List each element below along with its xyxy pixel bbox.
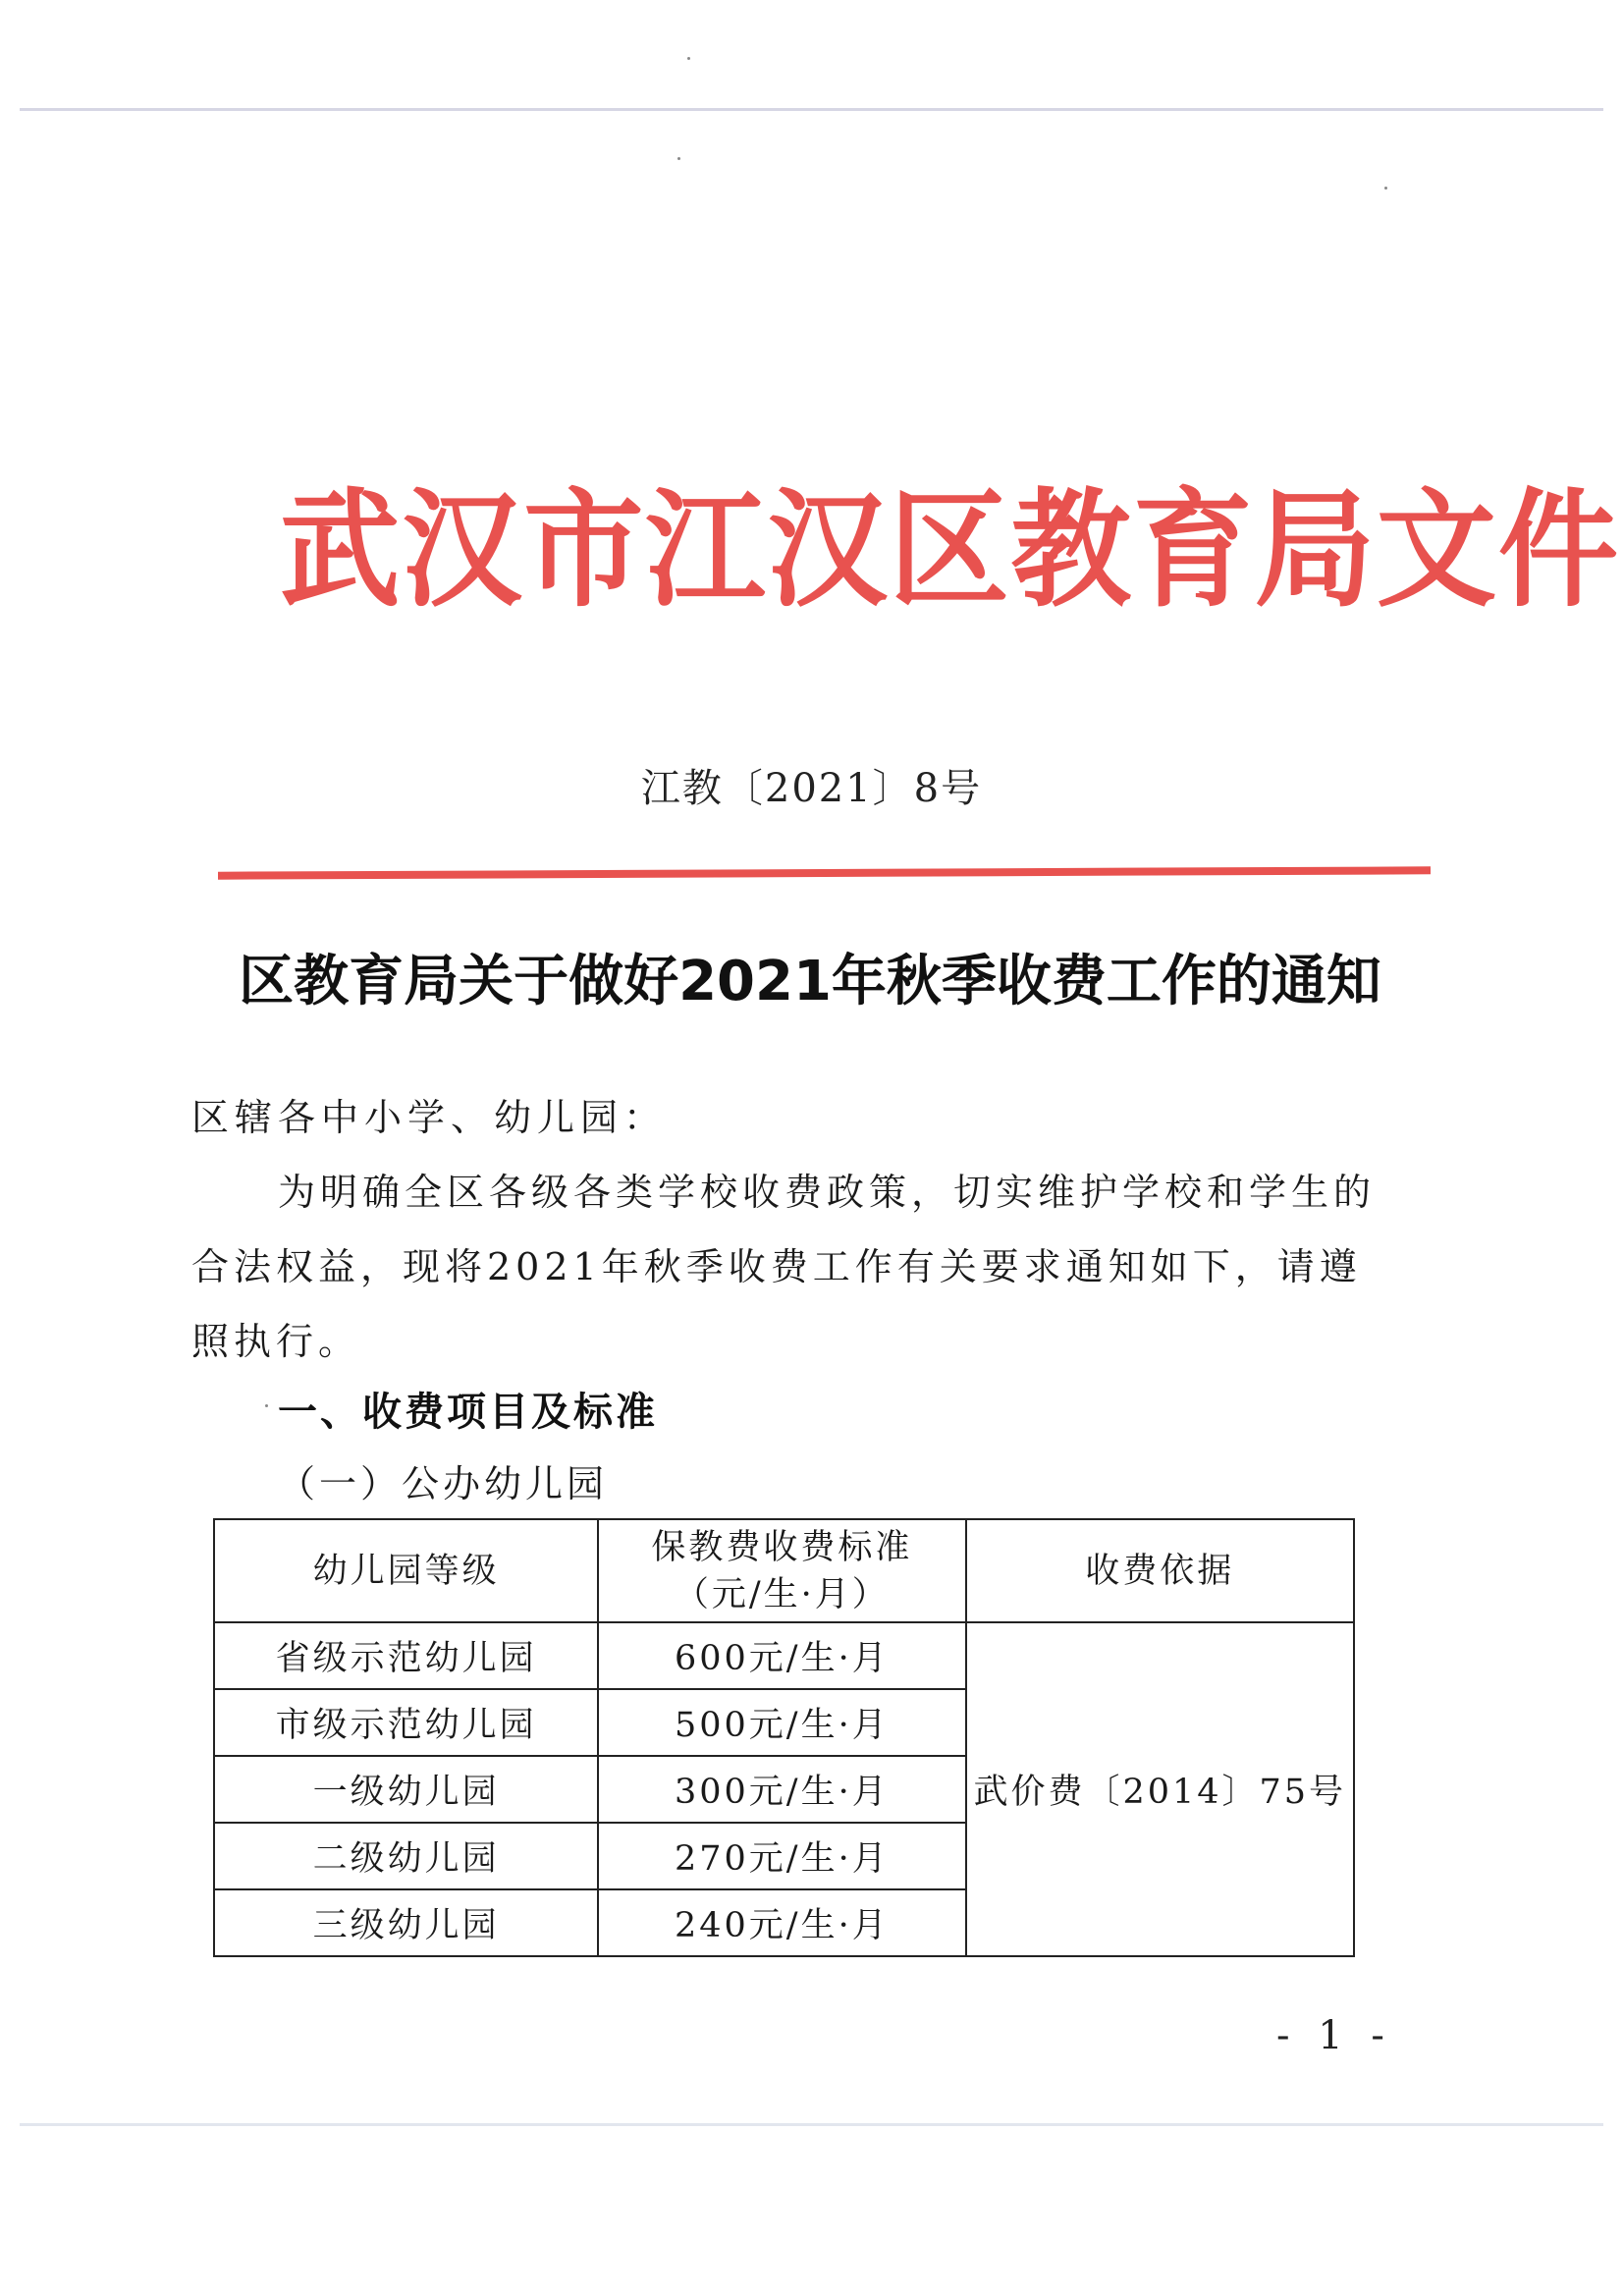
kindergarten-level-cell: 三级幼儿园 [214, 1889, 598, 1956]
table-header-row [214, 1519, 1354, 1622]
fee-cell: 300元/生·月 [598, 1756, 965, 1823]
kindergarten-fee-table [213, 1518, 1355, 1957]
scan-edge-top [20, 108, 1603, 111]
section-heading-fee-items: 一、收费项目及标准 [278, 1390, 658, 1435]
fee-cell: 270元/生·月 [598, 1823, 965, 1889]
body-paragraph: 为明确全区各级各类学校收费政策，切实维护学校和学生的合法权益，现将2021年秋季收费工作有关要求通知如下，请遵照执行。 [191, 1171, 1377, 1363]
table-row [214, 1622, 1354, 1689]
red-separator-line [218, 866, 1431, 879]
fee-cell: 240元/生·月 [598, 1889, 965, 1956]
notice-title: 区教育局关于做好2021年秋季收费工作的通知 [239, 950, 1381, 1013]
fee-basis-cell: 武价费〔2014〕75号 [966, 1622, 1355, 1956]
header-fee-standard [598, 1519, 965, 1622]
scan-speck [1384, 187, 1387, 190]
kindergarten-level-cell: 一级幼儿园 [214, 1756, 598, 1823]
header-kindergarten-level: 幼儿园等级 [214, 1519, 598, 1622]
scan-speck [677, 157, 680, 160]
header-fee-standard-line2: （元/生·月） [674, 1574, 890, 1614]
kindergarten-level-cell: 省级示范幼儿园 [214, 1622, 598, 1689]
kindergarten-level-cell: 市级示范幼儿园 [214, 1689, 598, 1756]
fee-cell: 600元/生·月 [598, 1622, 965, 1689]
scan-edge-bottom [20, 2123, 1603, 2126]
kindergarten-level-cell: 二级幼儿园 [214, 1823, 598, 1889]
scan-speck [265, 1404, 268, 1407]
subsection-heading-public-kindergarten: （一）公办幼儿园 [278, 1462, 609, 1505]
header-fee-basis: 收费依据 [966, 1519, 1355, 1622]
document-masthead: 武汉市江汉区教育局文件 [280, 475, 1620, 625]
document-number: 江教〔2021〕8号 [640, 766, 983, 811]
salutation: 区辖各中小学、幼儿园： [191, 1096, 668, 1139]
page-number: - 1 - [1276, 2013, 1392, 2058]
fee-cell: 500元/生·月 [598, 1689, 965, 1756]
scan-speck [687, 57, 690, 60]
header-fee-standard-line1: 保教费收费标准 [651, 1527, 913, 1567]
